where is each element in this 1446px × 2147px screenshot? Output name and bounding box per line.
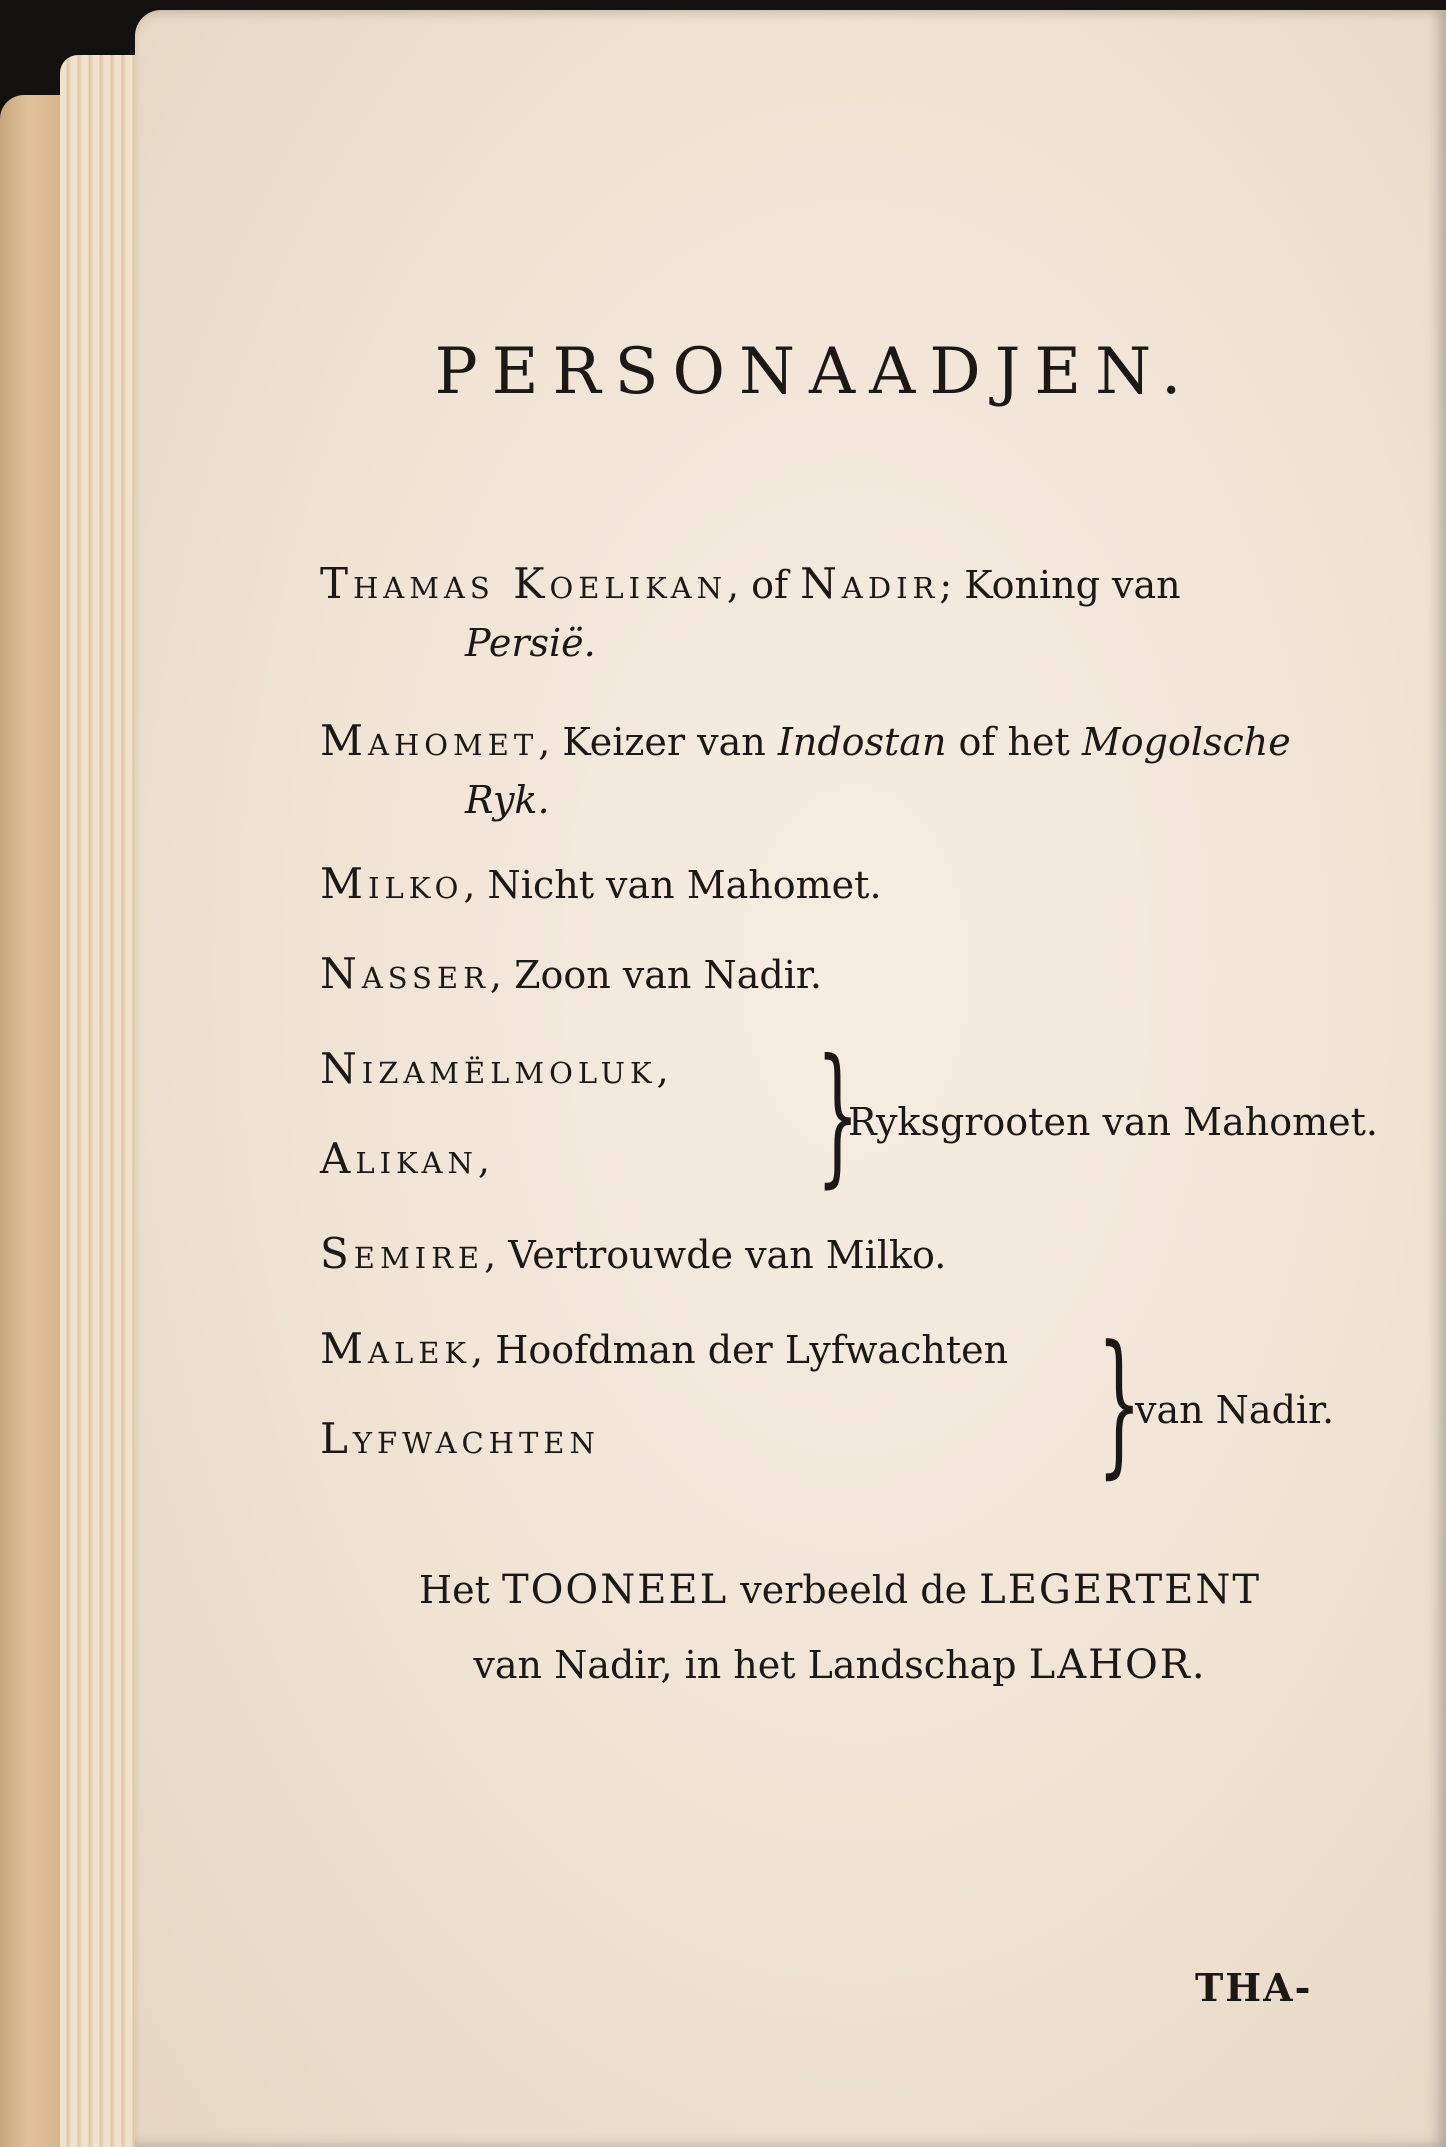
scene-line-1 [300, 1560, 1380, 1620]
character-name: Milko [320, 859, 464, 908]
character-lyfwachten [320, 1410, 600, 1469]
page-title: PERSONAADJEN. [434, 335, 1196, 409]
character-malek [320, 1320, 1008, 1379]
brace-nobles: } [816, 1028, 860, 1202]
group-label-nobles: Ryksgrooten van Mahomet. [848, 1100, 1378, 1144]
character-desc: , [656, 1048, 669, 1092]
character-alikan [320, 1130, 490, 1189]
scene-word: Het [418, 1568, 490, 1612]
scene-tooneel: TOONEEL [501, 1567, 729, 1613]
scene-line-2 [300, 1635, 1380, 1695]
scene-word: van Nadir, in het Landschap [473, 1643, 1017, 1687]
character-milko [320, 855, 882, 914]
character-mahomet [320, 712, 1291, 829]
character-desc-2: of het [946, 720, 1082, 764]
character-place-3: Ryk. [465, 778, 550, 822]
character-alias: Nadir [800, 559, 940, 608]
catchword: THA- [1195, 1965, 1313, 2010]
character-place: Persië. [465, 621, 596, 665]
character-desc: , Keizer van [538, 720, 778, 764]
character-name: Mahomet [320, 716, 539, 765]
character-desc: , Vertrouwde van Milko. [484, 1233, 947, 1277]
character-place: Indostan [777, 720, 947, 764]
character-desc: , Nicht van Mahomet. [463, 863, 882, 907]
character-name: Lyfwachten [320, 1414, 600, 1463]
character-desc: ; Koning van [939, 563, 1181, 607]
character-name: Alikan [320, 1134, 478, 1183]
character-nasser [320, 945, 822, 1004]
character-desc: , Hoofdman der Lyfwachten [471, 1328, 1009, 1372]
character-sep: , of [726, 563, 801, 607]
character-name: Semire [320, 1229, 485, 1278]
character-thamas-koelikan [320, 555, 1181, 672]
brace-guards: } [1097, 1312, 1142, 1493]
group-label-guards: van Nadir. [1135, 1388, 1335, 1432]
character-desc: , [477, 1138, 490, 1182]
character-desc: , Zoon van Nadir. [489, 953, 822, 997]
character-name: Nasser [320, 949, 490, 998]
scene-word: verbeeld de [740, 1568, 968, 1612]
character-name: Thamas Koelikan [320, 559, 727, 608]
character-name: Malek [320, 1324, 472, 1373]
character-place-2: Mogolsche [1081, 720, 1291, 764]
scene-legertent: LEGERTENT [979, 1567, 1262, 1613]
character-name: Nizamëlmoluk [320, 1044, 657, 1093]
scene-lahor: LAHOR. [1028, 1642, 1207, 1688]
character-semire [320, 1225, 946, 1284]
character-nizamelmoluk [320, 1040, 669, 1099]
